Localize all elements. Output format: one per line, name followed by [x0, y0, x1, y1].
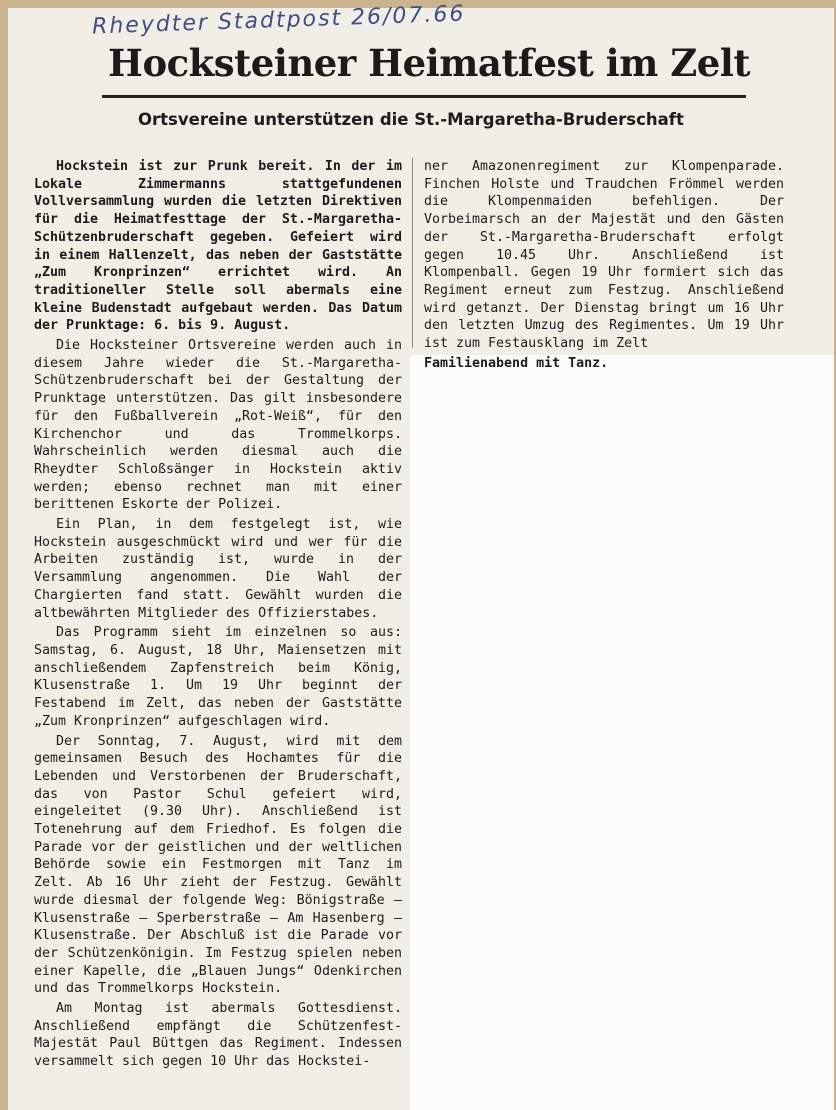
article-closing-line: Familienabend mit Tanz.: [424, 355, 609, 371]
article-headline: Hocksteiner Heimatfest im Zelt: [108, 41, 750, 85]
blank-paper-area: [410, 355, 834, 1110]
article-column-left: [34, 158, 402, 1073]
article-paragraph: Die Hocksteiner Ortsvereine werden auch in diesem Jahre wieder die St.-Margaretha-Schützenbruderschaft bei der Gestaltung der Prunktage unterstützen. Das gilt insbesondere für den Fußballverein „Rot-Weiß“, für den Kirchenchor und das Trommelkorps. Wahrscheinlich werden diesmal auch die Rheydter Schloßsänger in Hockstein aktiv werden; ebenso rechnet man mit einer berittenen Eskorte der Polizei.: [34, 338, 402, 513]
article-subheadline: Ortsvereine unterstützen die St.-Margaretha-Bruderschaft: [138, 110, 684, 129]
lead-paragraph: Hockstein ist zur Prunk bereit. In der im Lokale Zimmermanns stattgefundenen Vollversammlung wurden die letzten Direktiven für die Heimatfesttage der St.-Margaretha-Schützenbruderschaft gegeben. Gefeiert wird in einem Hallenzelt, das neben der Gaststätte „Zum Kronprinzen“ errichtet wird. An traditioneller Stelle soll abermals eine kleine Budenstadt aufgebaut werden. Das Datum der Prunktage: 6. bis 9. August.: [34, 159, 402, 334]
article-paragraph: Der Sonntag, 7. August, wird mit dem gemeinsamen Besuch des Hochamtes für die Lebenden und Verstorbenen der Bruderschaft, das von Pastor Schul gefeiert wird, eingeleitet (9.30 Uhr). Anschließend ist Totenehrung auf dem Friedhof. Es folgen die Parade vor der geistlichen und der weltlichen Behörde sowie ein Festmorgen mit Tanz im Zelt. Ab 16 Uhr zieht der Festzug. Gewählt wurde diesmal der folgende Weg: Bönigstraße — Klusenstraße — Sperberstraße — Am Hasenberg — Klusenstraße. Der Abschluß ist die Parade vor der Schützenkönigin. Im Festzug spielen neben einer Kapelle, die „Blauen Jungs“ Odenkirchen und das Trommelkorps Hockstein.: [34, 733, 402, 997]
headline-rule: [102, 95, 746, 98]
article-paragraph: Das Programm sieht im einzelnen so aus: Samstag, 6. August, 18 Uhr, Maiensetzen mit anschließendem Zapfenstreich beim König, Klusenstraße 1. Um 19 Uhr beginnt der Festabend im Zelt, das neben der Gaststätte „Zum Kronprinzen“ aufgeschlagen wird.: [34, 625, 402, 729]
article-column-right: [424, 158, 784, 374]
article-paragraph: Am Montag ist abermals Gottesdienst. Anschließend empfängt die Schützenfest-Majestät Paul Büttgen das Regiment. Indessen versammelt sich gegen 10 Uhr das Hockstei-: [34, 1001, 402, 1070]
handwritten-source-note: Rheydter Stadtpost 26/07.66: [91, 1, 466, 40]
column-divider: [412, 158, 413, 348]
article-paragraph-continued: ner Amazonenregiment zur Klompenparade. Finchen Holste und Traudchen Frömmel werden die Klompenmaiden befehligen. Der Vorbeimarsch an der Majestät und den Gästen der St.-Margaretha-Bruderschaft erfolgt gegen 10.45 Uhr. Anschließend ist Klompenball. Gegen 19 Uhr formiert sich das Regiment erneut zum Festzug. Anschließend wird getanzt. Der Dienstag bringt um 16 Uhr den letzten Umzug des Regimentes. Um 19 Uhr ist zum Festausklang im Zelt: [424, 159, 784, 352]
article-paragraph: Ein Plan, in dem festgelegt ist, wie Hockstein ausgeschmückt wird und wer für die Arbeiten zuständig ist, wurde in der Versammlung angenommen. Die Wahl der Chargierten fand statt. Gewählt wurden die altbewährten Mitglieder des Offizierstabes.: [34, 517, 402, 621]
